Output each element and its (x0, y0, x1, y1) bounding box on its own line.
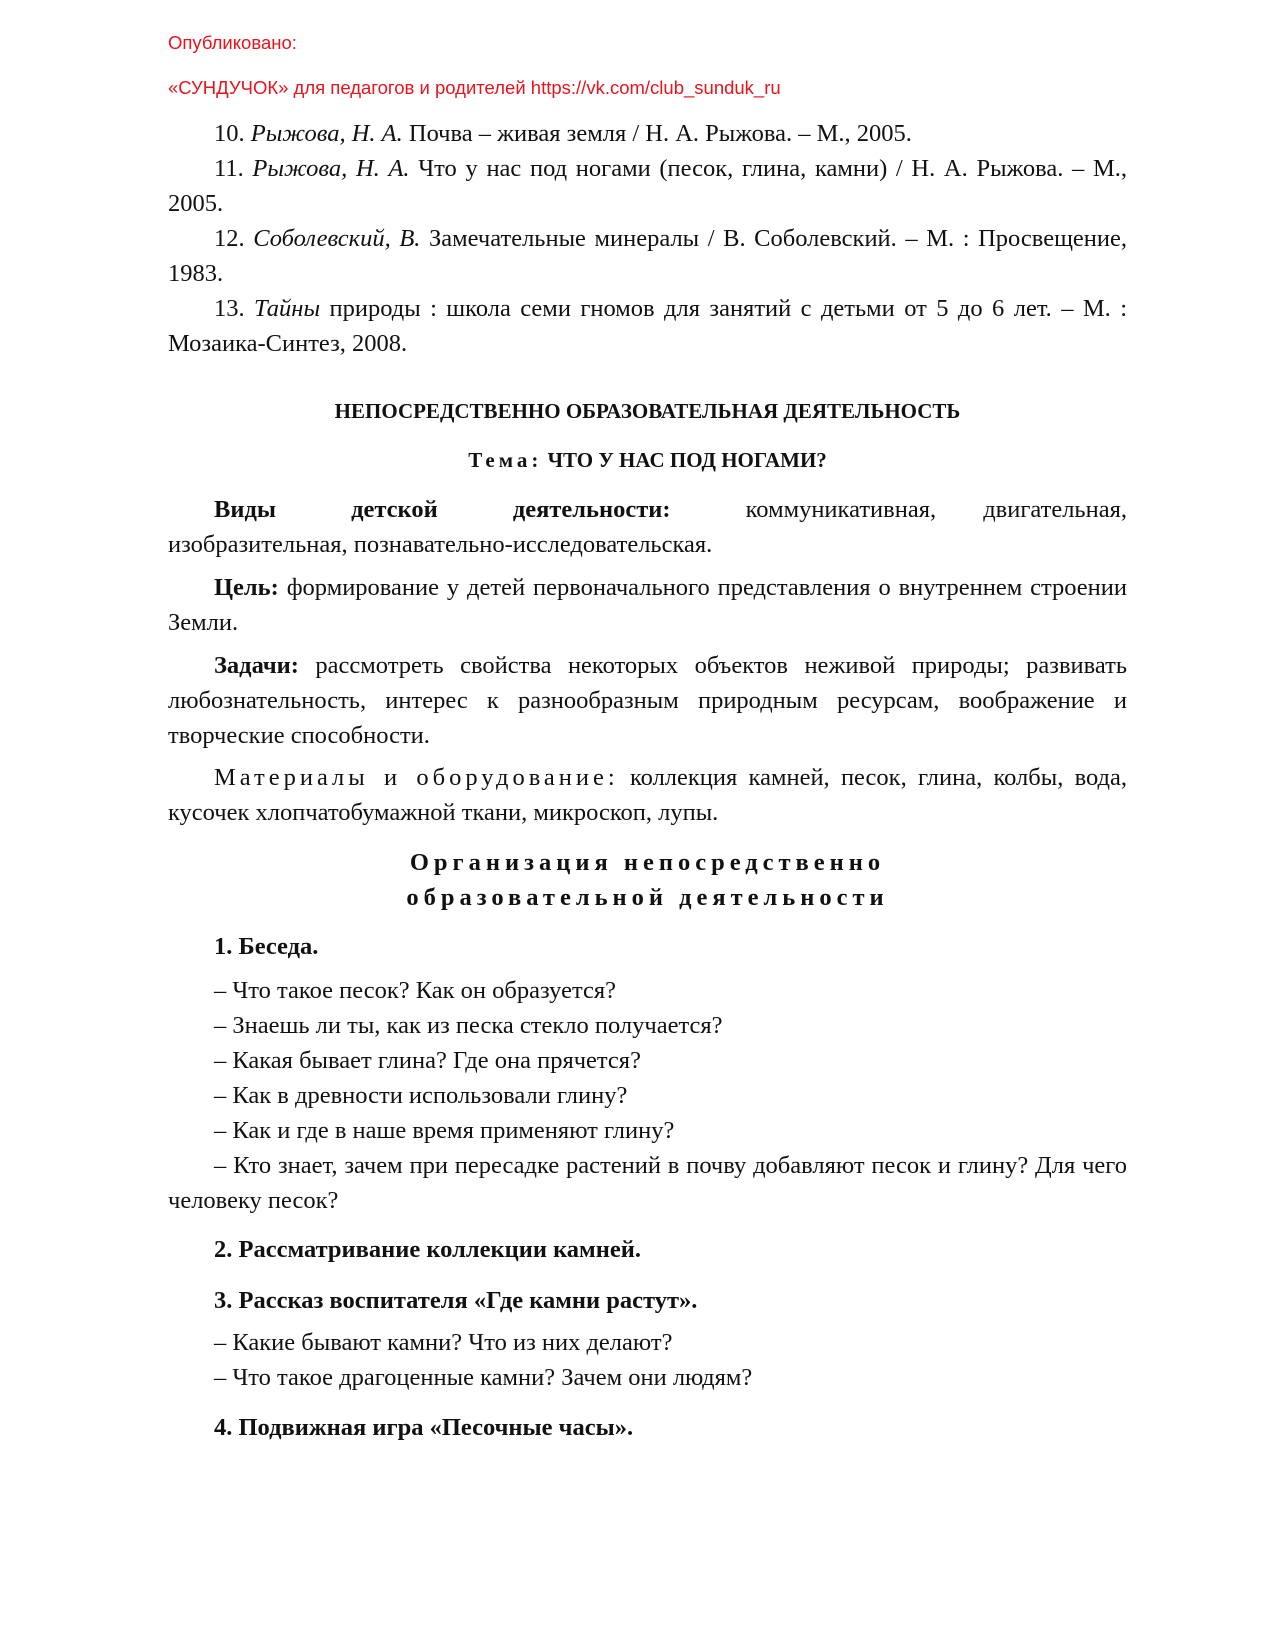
goal: Цель: формирование у детей первоначального представления о внутреннем строении Земли. (168, 574, 1128, 636)
question: – Кто знает, зачем при пересадке растений в почву добавляют песок и глину? Для чего человеку песок? (168, 1152, 1127, 1214)
question: – Что такое песок? Как он образуется? (214, 977, 617, 1004)
tasks: Задачи: рассмотреть свойства некоторых объектов неживой природы; развивать любознательность, интерес к разнообразным природным ресурсам, воображение и творческие способности. (168, 652, 1127, 749)
question: – Какие бывают камни? Что из них делают? (214, 1329, 673, 1356)
topic: Тема: ЧТО У НАС ПОД НОГАМИ? (468, 448, 827, 472)
question: – Как и где в наше время применяют глину? (214, 1117, 675, 1144)
step-1-title: 1. Беседа. (214, 933, 319, 960)
organization-title-1: Организация непосредственно (409, 849, 886, 876)
step-2-title: 2. Рассматривание коллекции камней. (214, 1236, 641, 1263)
materials: Материалы и оборудование: коллекция камней, песок, глина, колбы, вода, кусочек хлопчатобумажной ткани, микроскоп, лупы. (168, 764, 1127, 826)
reference-13: 13. Тайны природы : школа семи гномов для занятий с детьми от 5 до 6 лет. – М. : Мозаика-Синтез, 2008. (168, 295, 1128, 357)
question: – Что такое драгоценные камни? Зачем они людям? (214, 1364, 753, 1391)
question: – Знаешь ли ты, как из песка стекло получается? (214, 1012, 723, 1039)
reference-11: 11. Рыжова, Н. А. Что у нас под ногами (песок, глина, камни) / Н. А. Рыжова. – М., 2005. (168, 155, 1128, 217)
step-4-title: 4. Подвижная игра «Песочные часы». (214, 1414, 634, 1441)
question: – Как в древности использовали глину? (214, 1082, 628, 1109)
activity-types: Виды детской деятельности: коммуникативная, двигательная, изобразительная, познавательно-исследовательская. (168, 496, 1127, 558)
reference-12: 12. Соболевский, В. Замечательные минералы / В. Соболевский. – М. : Просвещение, 1983. (168, 225, 1128, 287)
reference-10: 10. Рыжова, Н. А. Почва – живая земля / Н. А. Рыжова. – М., 2005. (214, 120, 912, 147)
organization-title-2: образовательной деятельности (406, 884, 889, 911)
published-source: «СУНДУЧОК» для педагогов и родителей https://vk.com/club_sunduk_ru (168, 77, 781, 98)
published-label: Опубликовано: (168, 32, 297, 53)
section-title: НЕПОСРЕДСТВЕННО ОБРАЗОВАТЕЛЬНАЯ ДЕЯТЕЛЬНОСТЬ (334, 399, 961, 423)
question: – Какая бывает глина? Где она прячется? (214, 1047, 641, 1074)
step-3-title: 3. Рассказ воспитателя «Где камни растут». (214, 1287, 698, 1314)
